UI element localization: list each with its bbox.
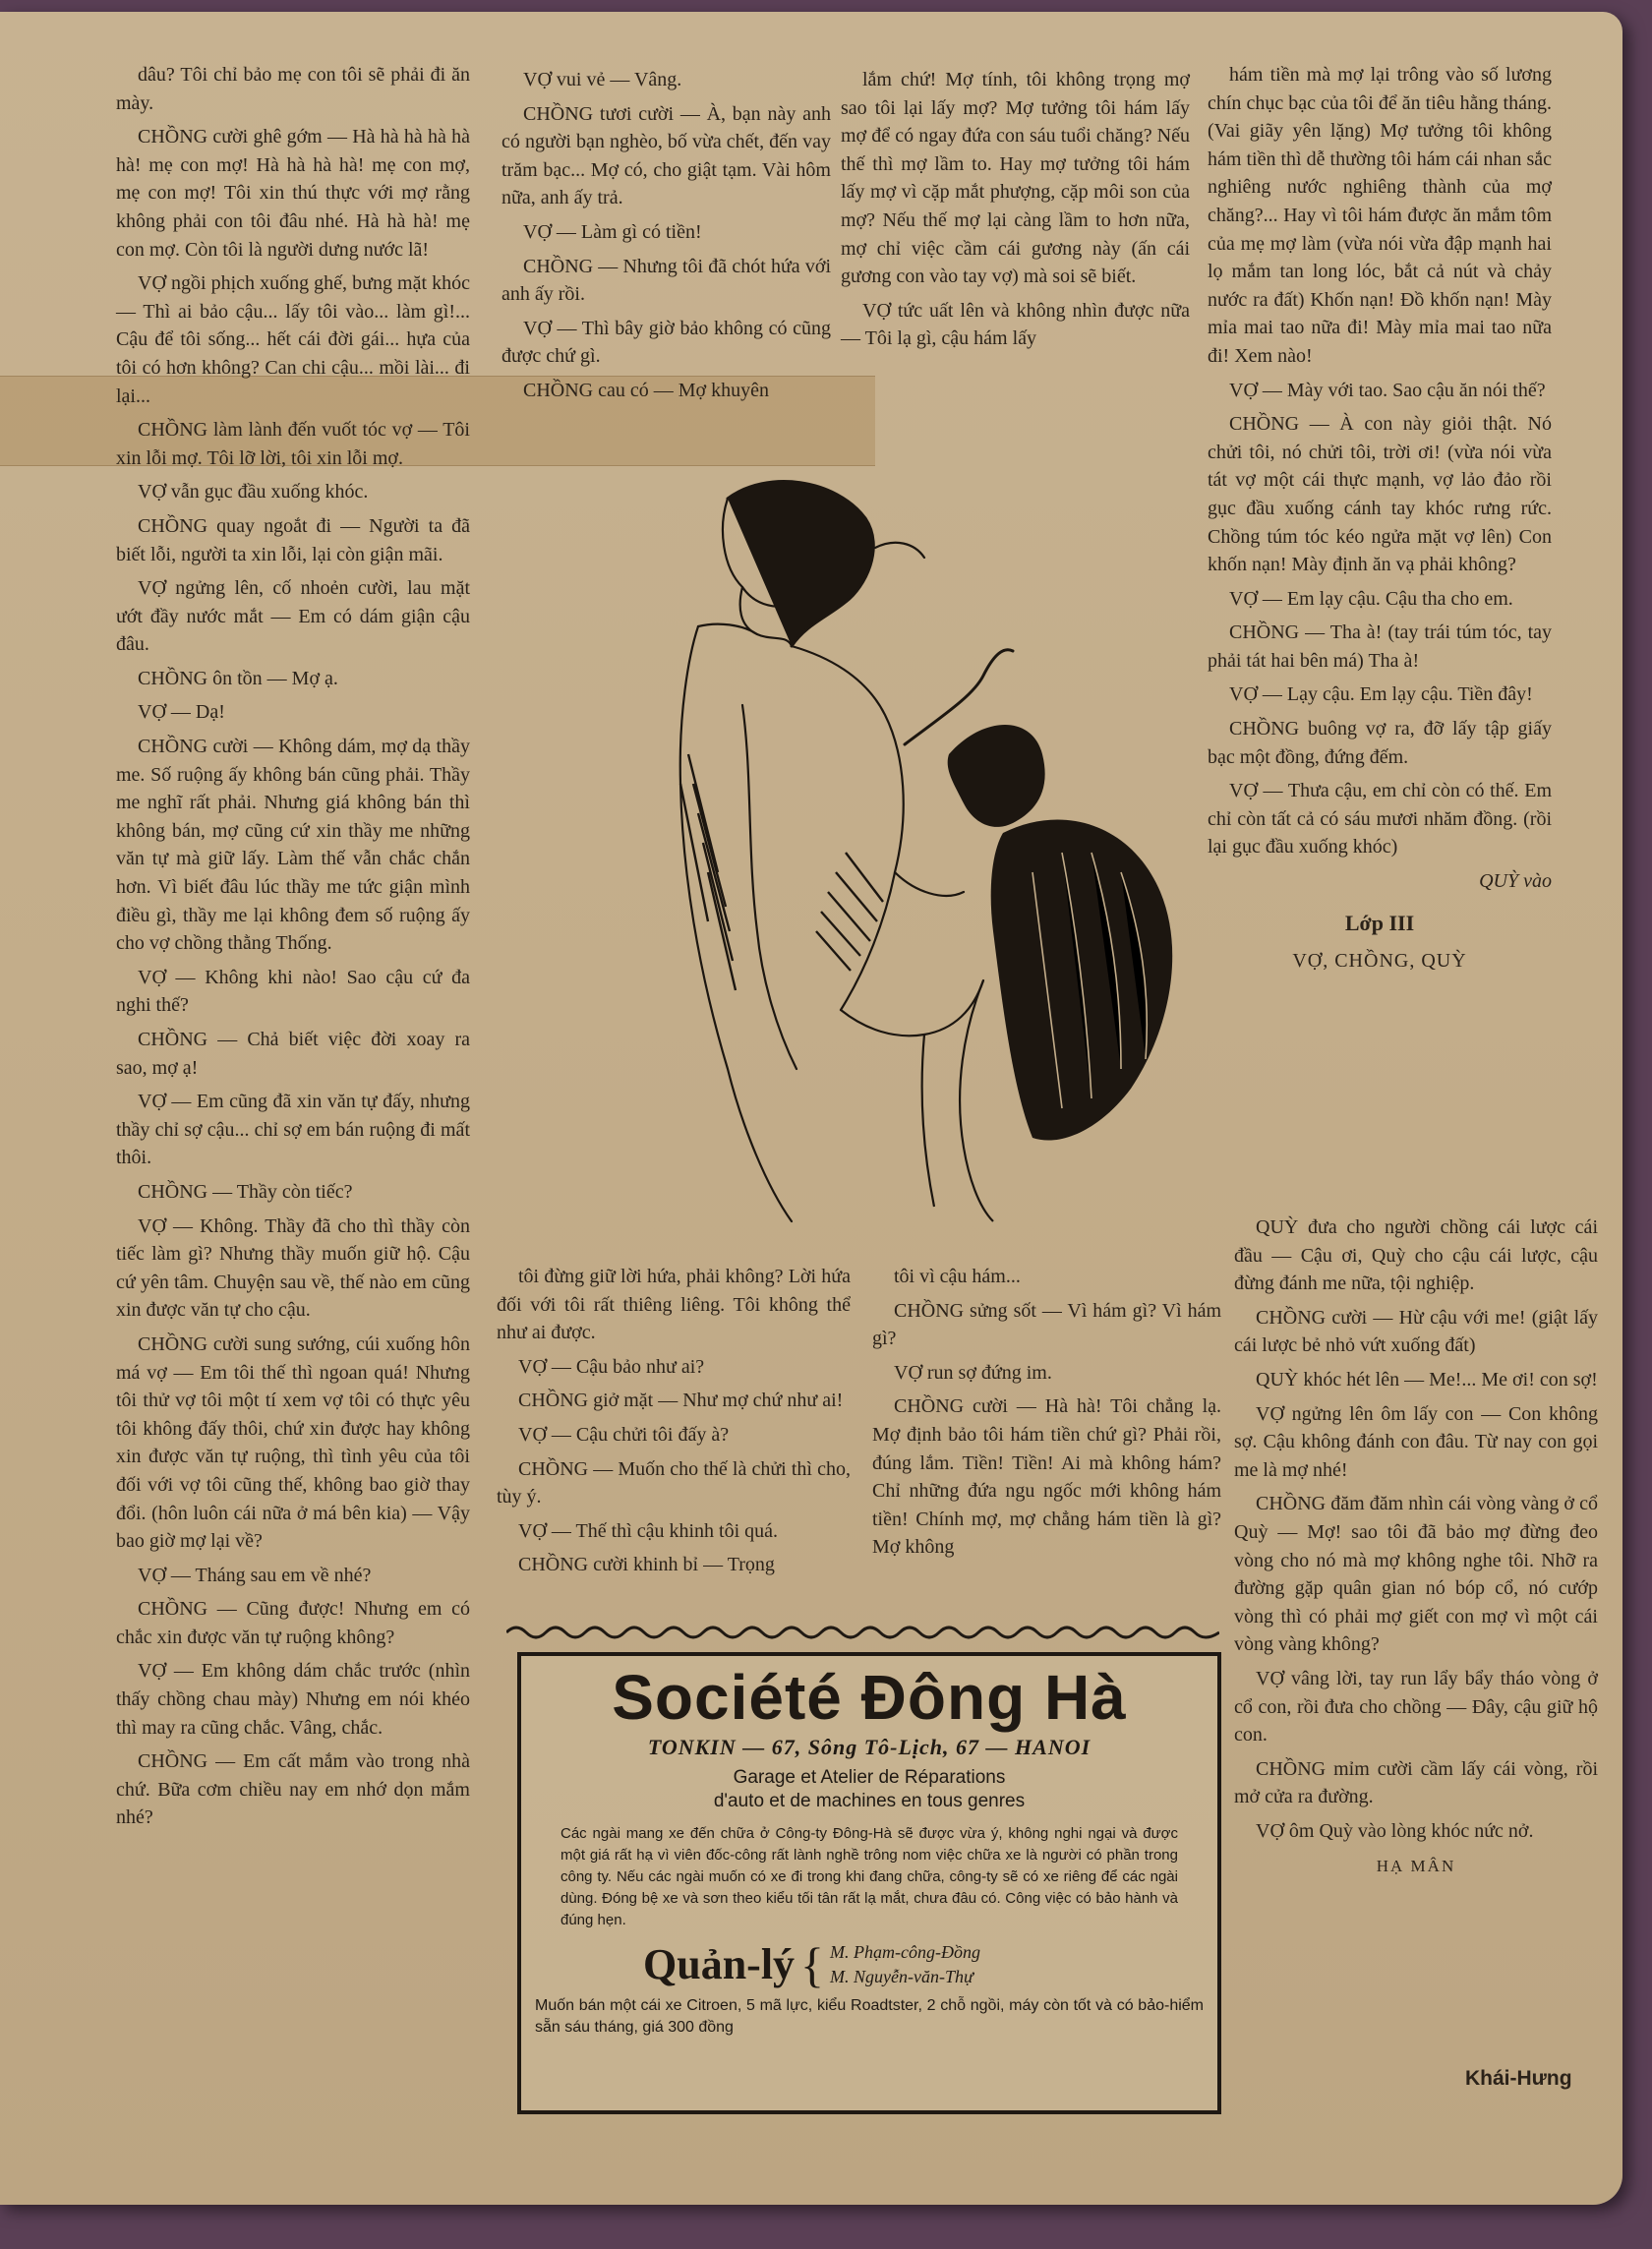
paragraph: VỢ — Cậu chửi tôi đấy à?	[518, 1423, 730, 1446]
paragraph: CHỒNG cười sung sướng, cúi xuống hôn má vợ — Em tôi thế thì ngoan quá! Nhưng tôi thử vợ tôi một tí xem vợ tôi có thực yêu tôi không đấy thôi, chứ xin được hay không xin được văn tự ruộng, thì tình yêu của tôi đối với vợ tôi cũng thế, không bao giờ thay đổi. (hôn luôn cái nữa ở má bên kia) — Vậy bao giờ mợ lại về?	[116, 1332, 470, 1553]
paragraph: lắm chứ! Mợ tính, tôi không trọng mợ sao tôi lại lấy mợ? Mợ tưởng tôi hám lấy mợ để có ngay đứa con sáu tuổi chăng? Nếu thế thì mợ lầm to. Hay mợ tưởng tôi hám lấy mợ vì cặp mắt phượng, cặp môi son của mợ? Nếu thế mợ lại càng lầm to hơn nữa, mợ chỉ việc cầm cái gương này (ấn cái gương con vào tay vợ) mà soi sẽ biết.	[841, 69, 1190, 288]
advertisement-box	[517, 1652, 1221, 2114]
column-4-body	[1208, 61, 1552, 861]
ad-body-text: Các ngài mang xe đến chữa ở Công-ty Đông-Hà sẽ được vừa ý, không nghi ngại và được một giá rất hạ vì viên đốc-công rất lành nghề trông nom việc chữa xe là người có phần trong công ty. Nếu các ngài muốn có xe đi trong khi đang chữa, công-ty sẽ có xe riêng để các ngài dùng. Đóng bệ xe và sơn theo kiểu tối tân rất lạ mắt, chưa đâu có. Công việc có bảo hành và đúng hẹn.	[560, 1825, 1178, 1928]
column-7-body	[1234, 1213, 1598, 1845]
paragraph: VỢ — Em lạy cậu. Cậu tha cho em.	[1229, 587, 1513, 610]
paragraph: VỢ — Cậu bảo như ai?	[518, 1355, 705, 1378]
act-title: Lớp III	[1344, 910, 1415, 935]
paragraph: VỢ ngửng lên, cố nhoẻn cười, lau mặt ướt đầy nước mắt — Em có dám giận cậu đâu.	[116, 577, 470, 656]
paragraph: VỢ — Lạy cậu. Em lạy cậu. Tiền đây!	[1229, 683, 1533, 706]
ad-title: Société Đông Hà	[612, 1662, 1127, 1733]
paragraph: tôi đừng giữ lời hứa, phải không? Lời hứa đối với tôi rất thiêng liêng. Tôi không thể như ai được.	[497, 1266, 851, 1344]
author-signature-small: HẠ MÂN	[1376, 1857, 1456, 1876]
ad-services-line-2: d'auto et de machines en tous genres	[713, 1791, 1026, 1811]
paragraph: VỢ — Em cũng đã xin văn tự đấy, nhưng thầy chỉ sợ cậu... chỉ sợ em bán ruộng đi mất thôi.	[116, 1091, 470, 1169]
paragraph: CHỒNG cau có — Mợ khuyên	[523, 379, 769, 401]
paragraph: CHỒNG ôn tồn — Mợ ạ.	[138, 667, 338, 689]
paragraph: tôi vì cậu hám...	[894, 1266, 1021, 1287]
paragraph: VỢ vui vẻ — Vâng.	[523, 69, 682, 90]
illustration-couple	[570, 459, 1200, 1226]
ad-sale-notice: Muốn bán một cái xe Citroen, 5 mã lực, kiểu Roadtster, 2 chỗ ngồi, máy còn tốt và có bảo-hiểm sẵn sáu tháng, giá 300 đồng	[535, 1997, 1204, 2036]
paragraph: CHỒNG — Thầy còn tiếc?	[138, 1180, 353, 1203]
stage-entry: QUỲ vào	[1479, 870, 1552, 893]
paragraph: VỢ vâng lời, tay run lẩy bẩy tháo vòng ở cổ con, rồi đưa cho chồng — Đây, cậu giữ hộ con.	[1234, 1667, 1598, 1746]
text-column-3	[841, 66, 1190, 359]
paragraph: CHỒNG cười khinh bỉ — Trọng	[518, 1554, 775, 1576]
paragraph: CHỒNG — Em cất mắm vào trong nhà chứ. Bữa cơm chiều nay em nhớ dọn mắm nhé?	[116, 1750, 470, 1829]
paragraph: CHỒNG sửng sốt — Vì hám gì? Vì hám gì?	[872, 1299, 1221, 1350]
paragraph: hám tiền mà mợ lại trông vào số lương chín chục bạc của tôi để ăn tiêu hằng tháng. (Vai giãy yên lặng) Mợ tưởng tôi không hám tiền thì dễ thường tôi hám cái nhan sắc nghiêng nước nghiêng thành của mợ chăng?... Hay vì tôi hám được ăn mắm tôm của mẹ mợ làm (vừa nói vừa đập mạnh hai lọ mắm tan long lóc, bắt cả nút và chảy nước ra đất) Khốn nạn! Đồ khốn nạn! Mày mỉa mai tao nữa đi! Mày mỉa mai tao nữa đi! Xem nào!	[1208, 64, 1552, 367]
act-characters: VỢ, CHỒNG, QUỲ	[1292, 950, 1467, 973]
paragraph: CHỒNG — Muốn cho thế là chửi thì cho, tùy ý.	[497, 1457, 851, 1509]
text-column-5	[497, 1263, 851, 1585]
ad-manager-names	[830, 1940, 980, 1989]
paragraph: VỢ — Tháng sau em về nhé?	[138, 1564, 372, 1586]
paragraph: CHỒNG quay ngoắt đi — Người ta đã biết lỗi, người ta xin lỗi, lại còn giận mãi.	[116, 514, 470, 565]
paragraph: CHỒNG — Chả biết việc đời xoay ra sao, mợ ạ!	[116, 1029, 470, 1079]
paragraph: CHỒNG cười — Không dám, mợ dạ thầy me. Số ruộng ấy không bán cũng phải. Thầy me nghĩ rất phải. Nhưng giá không bán thì không bán, mợ cũng cứ xin thầy me những văn tự mà giữ lấy. Làm thế vẫn chắc chắn hơn. Vì biết đâu lúc thầy me tức giận mình điều gì, thầy me lại không đem số ruộng ấy cho vợ chồng thằng Thống.	[116, 736, 470, 955]
paragraph: dâu? Tôi chỉ bảo mẹ con tôi sẽ phải đi ăn mày.	[116, 64, 470, 114]
paragraph: VỢ ngồi phịch xuống ghế, bưng mặt khóc — Thì ai bảo cậu... lấy tôi vào... làm gì!... Cậu để tôi sống... hết cái đời gái... hựa của tôi có hơn không? Can chi cậu... mồi lài... đi lại...	[116, 272, 470, 407]
text-column-2	[502, 66, 831, 411]
author-signature: Khái-Hưng	[1465, 2067, 1572, 2090]
ad-services	[535, 1766, 1204, 1813]
text-column-1	[116, 61, 470, 1838]
brace-icon: {	[800, 1936, 825, 1992]
paragraph: CHỒNG làm lành đến vuốt tóc vợ — Tôi xin lỗi mợ. Tôi lỡ lời, tôi xin lỗi mợ.	[116, 419, 470, 469]
paragraph: QUỲ đưa cho người chồng cái lược cái đầu — Cậu ơi, Quỳ cho cậu cái lược, cậu đừng đánh me nữa, tội nghiệp.	[1234, 1216, 1598, 1295]
paragraph: CHỒNG mỉm cười cầm lấy cái vòng, rồi mở cửa ra đường.	[1234, 1757, 1598, 1808]
text-column-7	[1234, 1213, 1598, 1887]
wavy-divider	[506, 1621, 1219, 1644]
ad-manager-block	[643, 1936, 1204, 1992]
paragraph: CHỒNG tươi cười — À, bạn này anh có người bạn nghèo, bố vừa chết, đến vay trăm bạc... Mợ có, cho giật tạm. Vài hôm nữa, anh ấy trả.	[502, 102, 831, 209]
paragraph: VỢ — Làm gì có tiền!	[523, 220, 702, 243]
ad-manager-label: Quản-lý	[643, 1940, 796, 1988]
paragraph: CHỒNG cười — Hừ cậu với me! (giật lấy cái lược bẻ nhỏ vứt xuống đất)	[1234, 1306, 1598, 1357]
paragraph: VỢ — Không. Thầy đã cho thì thầy còn tiếc làm gì? Nhưng thầy muốn giữ hộ. Cậu cứ yên tâm. Chuyện sau về, thế nào em cũng xin được văn tự cho cậu.	[116, 1214, 470, 1322]
ad-manager-1: M. Phạm-công-Đồng	[830, 1941, 981, 1962]
paragraph: CHỒNG — Cũng được! Nhưng em có chắc xin được văn tự ruộng không?	[116, 1598, 470, 1648]
paragraph: CHỒNG — Tha à! (tay trái túm tóc, tay phải tát hai bên má) Tha à!	[1208, 621, 1552, 672]
ad-address: TONKIN — 67, Sông Tô-Lịch, 67 — HANOI	[647, 1735, 1092, 1759]
paragraph: CHỒNG đăm đăm nhìn cái vòng vàng ở cổ Quỳ — Mợ! sao tôi đã bảo mợ đừng đeo vòng cho nó mà mợ không nghe tôi. Nhỡ ra đường gặp quân gian nó bóp cổ, nó cướp vòng thì có phải mợ giết con mợ vì một cái vòng vàng không?	[1234, 1493, 1598, 1656]
paragraph: VỢ tức uất lên và không nhìn được nữa — Tôi lạ gì, cậu hám lấy	[841, 299, 1190, 350]
paragraph: VỢ — Thế thì cậu khinh tôi quá.	[518, 1519, 779, 1542]
paragraph: VỢ — Thưa cậu, em chỉ còn có thế. Em chỉ còn tất cả có sáu mươi nhăm đồng. (rồi lại gục đầu xuống khóc)	[1208, 780, 1552, 858]
paragraph: VỢ — Không khi nào! Sao cậu cứ đa nghi thế?	[116, 966, 470, 1017]
paragraph: VỢ vẫn gục đầu xuống khóc.	[138, 481, 369, 503]
ad-manager-2: M. Nguyễn-văn-Thự	[830, 1966, 974, 1986]
paragraph: VỢ — Dạ!	[138, 701, 225, 724]
paragraph: VỢ run sợ đứng im.	[894, 1361, 1052, 1384]
paragraph: VỢ — Em không dám chắc trước (nhìn thấy chồng chau mày) Nhưng em nói khéo thì may ra cũng chắc. Vâng, chắc.	[116, 1660, 470, 1739]
ad-services-line-1: Garage et Atelier de Réparations	[733, 1767, 1006, 1788]
paragraph: QUỲ khóc hét lên — Me!... Me ơi! con sợ!	[1256, 1368, 1598, 1391]
paragraph: VỢ — Mày với tao. Sao cậu ăn nói thế?	[1229, 379, 1546, 401]
paragraph: VỢ — Thì bây giờ bảo không có cũng được chứ gì.	[502, 317, 831, 368]
text-column-4	[1208, 61, 1552, 983]
paragraph: CHỒNG giở mặt — Như mợ chứ như ai!	[518, 1390, 844, 1412]
text-column-6	[872, 1263, 1221, 1568]
paragraph: VỢ ôm Quỳ vào lòng khóc nức nở.	[1256, 1819, 1534, 1842]
paragraph: CHỒNG buông vợ ra, đỡ lấy tập giấy bạc một đồng, đứng đếm.	[1208, 718, 1552, 768]
paragraph: CHỒNG — À con này giỏi thật. Nó chửi tôi, nó chửi tôi, trời ơi! (vừa nói vừa tát vợ một cái thực mạnh, vợ lảo đảo rồi gục đầu xuống cánh tay khóc rưng rức. Chồng túm tóc kéo ngửa mặt vợ lên) Con khốn nạn! Mày định ăn vạ phải không?	[1208, 413, 1552, 576]
paragraph: CHỒNG cười — Hà hà! Tôi chẳng lạ. Mợ định bảo tôi hám tiền chứ gì? Phải rồi, đúng lắm. Tiền! Tiền! Ai mà không hám? Chỉ những đứa ngu ngốc mới không hám tiền! Chính mợ, mợ chẳng hám tiền là gì? Mợ không	[872, 1395, 1221, 1559]
paragraph: CHỒNG — Nhưng tôi đã chót hứa với anh ấy rồi.	[502, 255, 831, 306]
newspaper-page	[0, 12, 1622, 2205]
paragraph: VỢ ngửng lên ôm lấy con — Con không sợ. Cậu không đánh con đâu. Từ nay con gọi me là mợ nhé!	[1234, 1402, 1598, 1481]
paragraph: CHỒNG cười ghê gớm — Hà hà hà hà hà hà! mẹ con mợ! Hà hà hà hà! mẹ con mợ, mẹ con mợ! Tôi xin thú thực với mợ rằng không phải con tôi đâu nhé. Hà hà hà! mẹ con mợ. Còn tôi là người dưng nước lã!	[116, 126, 470, 261]
